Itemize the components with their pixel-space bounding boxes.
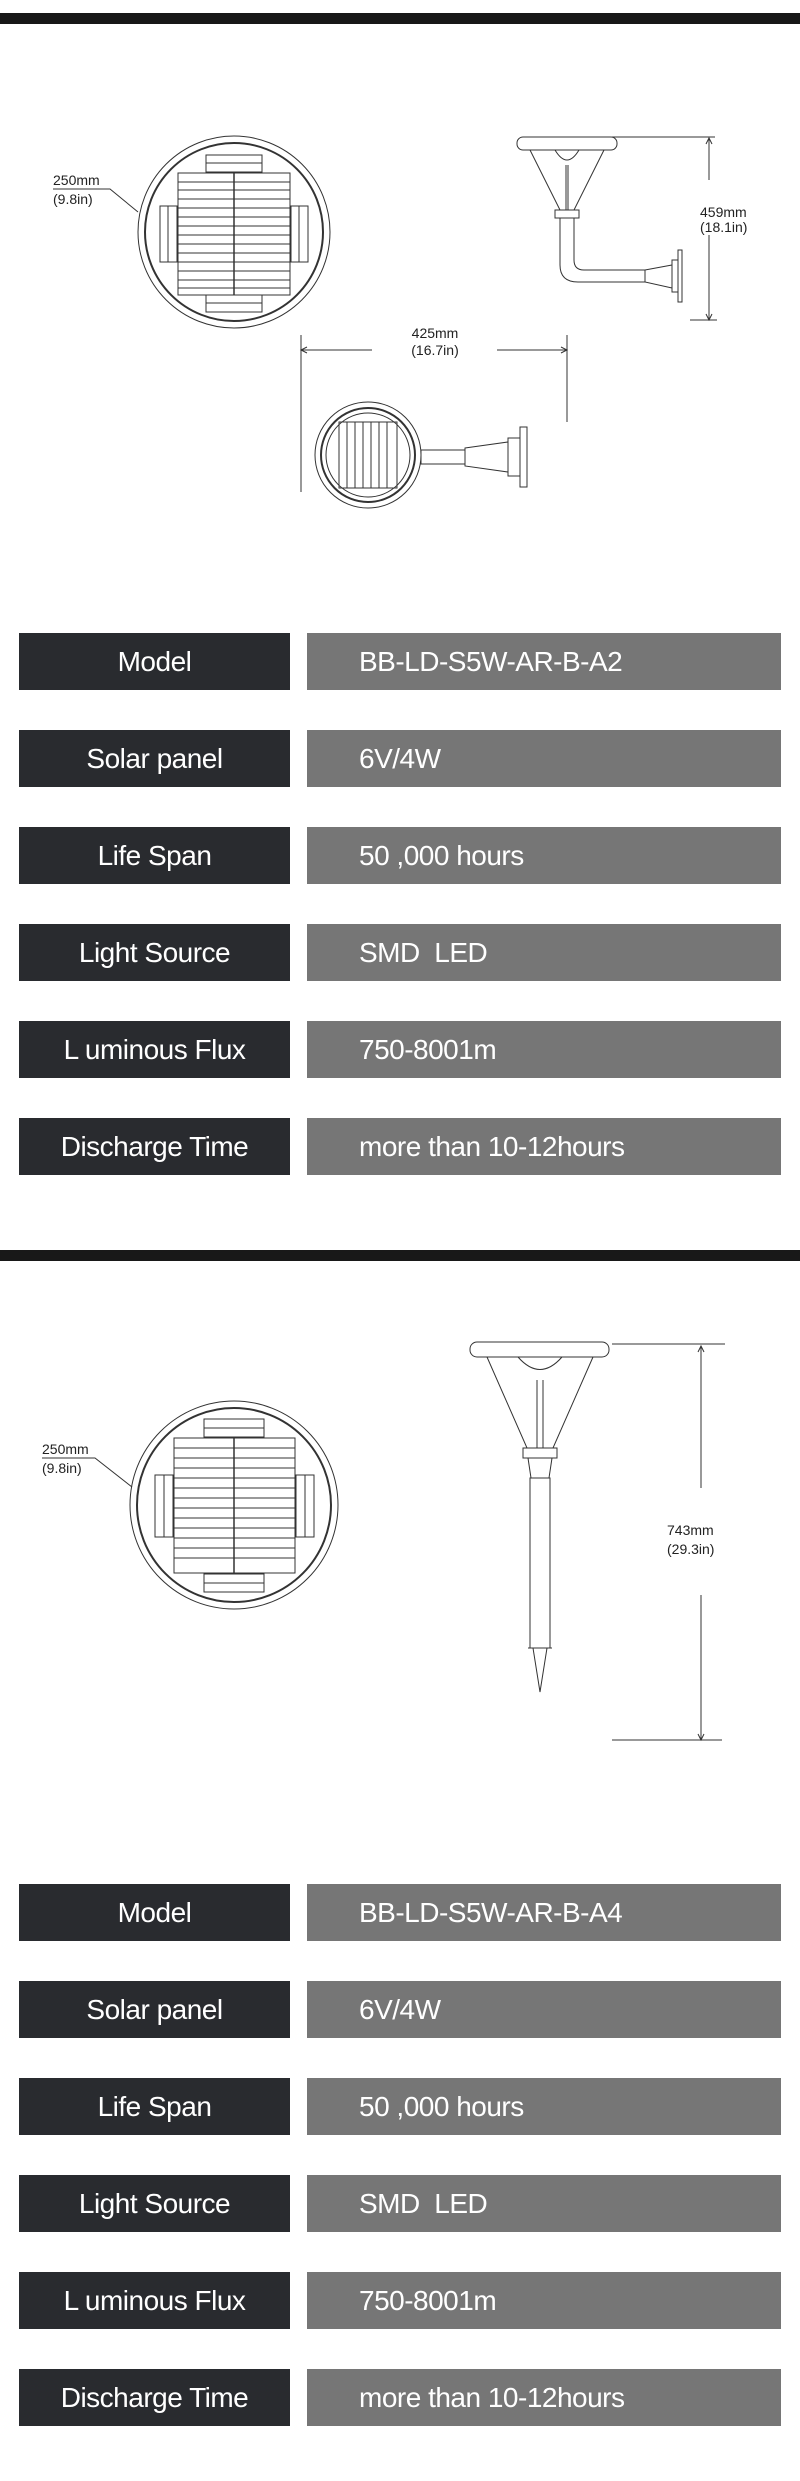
spec-value: 750-8001m <box>307 1021 781 1078</box>
spec-row-life-span <box>19 827 781 884</box>
height-dim-mm: 743mm <box>667 1522 714 1538</box>
spec-value: more than 10-12hours <box>307 1118 781 1175</box>
height-dim-in: (18.1in) <box>700 219 748 235</box>
spec-value: 6V/4W <box>307 730 781 787</box>
section-divider-bar <box>0 13 800 24</box>
spec-label: Model <box>19 633 290 690</box>
spec-label: Light Source <box>19 924 290 981</box>
spec-row-light-source <box>19 924 781 981</box>
spec-label: Solar panel <box>19 1981 290 2038</box>
spec-row-discharge-time <box>19 1118 781 1175</box>
spec-label: Discharge Time <box>19 1118 290 1175</box>
top-view-dim-mm: 250mm <box>42 1441 89 1457</box>
spec-row-luminous-flux <box>19 2272 781 2329</box>
width-dim-mm: 425mm <box>411 325 459 341</box>
spec-value: BB-LD-S5W-AR-B-A2 <box>307 633 781 690</box>
height-dim-in: (29.3in) <box>667 1541 715 1557</box>
height-dim-mm: 459mm <box>700 204 747 220</box>
stake-light-drawing <box>0 1330 800 1780</box>
spec-row-discharge-time <box>19 2369 781 2426</box>
solar-panel-top-view <box>53 136 330 328</box>
spec-label: Model <box>19 1884 290 1941</box>
spec-row-model <box>19 1884 781 1941</box>
spec-row-solar-panel <box>19 730 781 787</box>
solar-panel-top-view <box>42 1401 338 1609</box>
spec-label: Life Span <box>19 2078 290 2135</box>
spec-value: 6V/4W <box>307 1981 781 2038</box>
spec-value: 50 ,000 hours <box>307 827 781 884</box>
section-divider-bar <box>0 1250 800 1261</box>
spec-value: 750-8001m <box>307 2272 781 2329</box>
spec-row-life-span <box>19 2078 781 2135</box>
spec-row-model <box>19 633 781 690</box>
spec-value: more than 10-12hours <box>307 2369 781 2426</box>
spec-label: Light Source <box>19 2175 290 2232</box>
wall-mount-side-view <box>517 137 717 320</box>
spec-value: SMD LED <box>307 924 781 981</box>
spec-label: L uminous Flux <box>19 1021 290 1078</box>
spec-row-light-source <box>19 2175 781 2232</box>
spec-value: SMD LED <box>307 2175 781 2232</box>
wall-mount-light-drawing <box>0 110 800 550</box>
top-view-dim-mm: 250mm <box>53 172 100 188</box>
wall-mount-front-view <box>301 335 567 508</box>
spec-label: Life Span <box>19 827 290 884</box>
spec-row-solar-panel <box>19 1981 781 2038</box>
spec-label: Solar panel <box>19 730 290 787</box>
spec-label: L uminous Flux <box>19 2272 290 2329</box>
width-dim-in: (16.7in) <box>411 342 459 358</box>
spec-value: 50 ,000 hours <box>307 2078 781 2135</box>
spec-value: BB-LD-S5W-AR-B-A4 <box>307 1884 781 1941</box>
spec-label: Discharge Time <box>19 2369 290 2426</box>
spec-row-luminous-flux <box>19 1021 781 1078</box>
top-view-dim-in: (9.8in) <box>42 1460 82 1476</box>
top-view-dim-in: (9.8in) <box>53 191 93 207</box>
